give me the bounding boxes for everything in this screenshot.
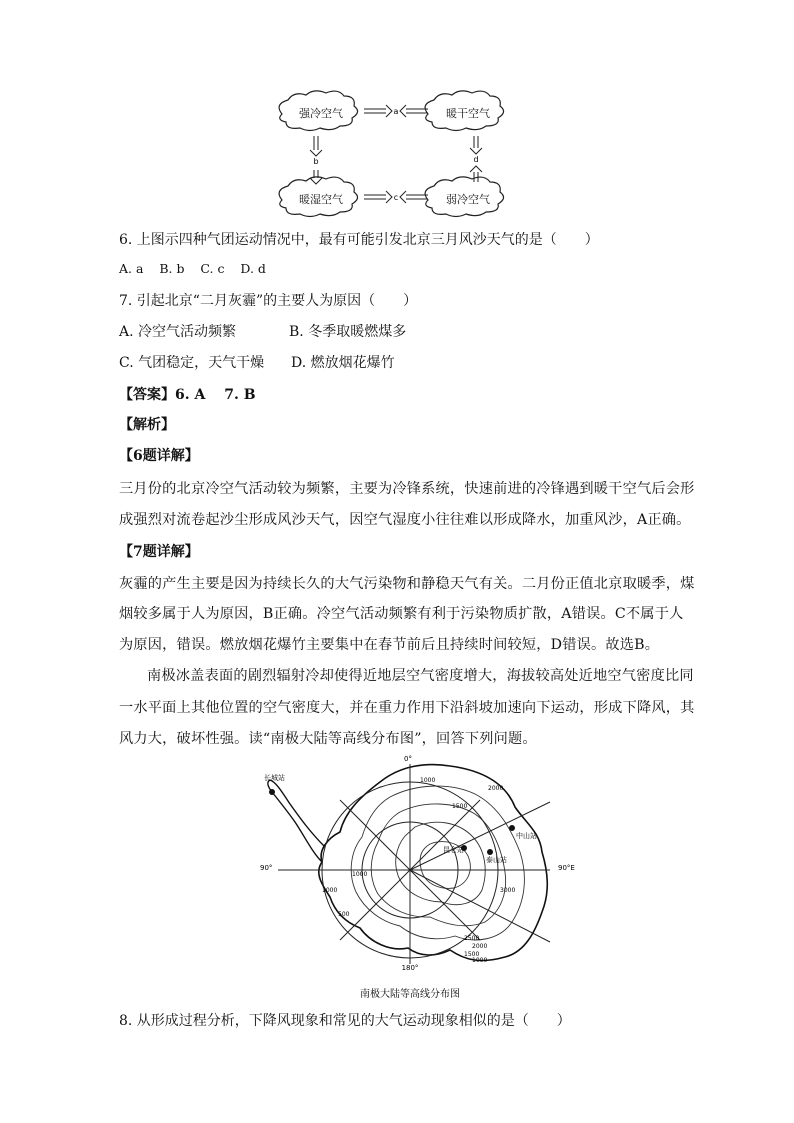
- svg-text:中山站: 中山站: [516, 832, 537, 840]
- q8-stem: 8. 从形成过程分析，下降风现象和常见的大气运动现象相似的是（ ）: [119, 1013, 571, 1029]
- station-kunlun: [443, 845, 467, 854]
- q6-option-a[interactable]: A. a: [119, 261, 144, 276]
- svg-text:昆仑站: 昆仑站: [443, 846, 464, 854]
- contour-label: 1500: [452, 803, 468, 810]
- arrow-a-label: a: [393, 107, 399, 116]
- peninsula-outline: [268, 780, 325, 862]
- lon-label-180: 180°: [401, 964, 419, 972]
- q6-detail-line-2: 成强烈对流卷起沙尘形成风沙天气，因空气湿度小往往难以形成降水，加重风沙，A正确。: [119, 512, 691, 528]
- svg-text:长城站: 长城站: [264, 774, 285, 782]
- contour-label: 1000: [322, 887, 338, 894]
- q6-option-b[interactable]: B. b: [159, 261, 185, 276]
- q6-detail-line-1: 三月份的北京冷空气活动较为频繁，主要为冷锋系统，快速前进的冷锋遇到暖干空气后会形: [119, 481, 695, 497]
- arrow-d-label: d: [473, 155, 479, 164]
- q7-detail-line-2: 烟较多属于人为原因，B正确。冷空气活动频繁有利于污染物质扩散，A错误。C不属于人: [119, 606, 684, 622]
- air-mass-diagram: [268, 92, 528, 222]
- q6-options: [119, 261, 266, 276]
- cloud-top-right: [425, 91, 503, 131]
- contour-label: 2000: [472, 943, 488, 950]
- arrow-c: [364, 191, 428, 203]
- q6-detail-label: 【6题详解】: [119, 448, 199, 464]
- node-bottom-left-label: 暖湿空气: [299, 193, 343, 206]
- passage-line-1: 南极冰盖表面的剧烈辐射冷却使得近地层空气密度增大，海拔较高处近地空气密度比同: [147, 668, 694, 684]
- q7-option-c[interactable]: C. 气团稳定，天气干燥: [119, 355, 265, 371]
- lon-label-0: 0°: [404, 755, 412, 763]
- continent-outline: [319, 765, 548, 961]
- passage-line-2: 一水平面上其他位置的空气密度大，并在重力作用下沿斜坡加速向下运动，形成下降风，其: [119, 700, 695, 716]
- contour-label: 3000: [500, 887, 516, 894]
- contour-label: 500: [338, 911, 350, 918]
- q6-option-c[interactable]: C. c: [200, 261, 225, 276]
- arrow-c-label: c: [393, 193, 399, 202]
- antarctica-contour-map: [250, 752, 575, 1004]
- node-top-right-label: 暖干空气: [446, 107, 490, 120]
- cloud-top-left: [279, 91, 357, 131]
- q6-stem: 6. 上图示四种气团运动情况中，最有可能引发北京三月风沙天气的是（ ）: [119, 232, 599, 248]
- contour-label: 2500: [464, 935, 480, 942]
- arrow-a: [364, 105, 428, 117]
- lon-label-90w: 90°: [260, 864, 273, 872]
- station-zhongshan: [509, 825, 537, 840]
- q7-options-row2: [119, 352, 395, 372]
- contour-label: 1500: [464, 951, 480, 958]
- q7-option-b[interactable]: B. 冬季取暖燃煤多: [289, 324, 407, 340]
- contour-label: 1000: [472, 957, 488, 964]
- contour-label: 1000: [420, 777, 436, 784]
- q7-option-a[interactable]: A. 冷空气活动频繁: [119, 324, 237, 340]
- q7-detail-line-1: 灰霾的产生主要是因为持续长久的大气污染物和静稳天气有关。二月份正值北京取暖季，煤: [119, 576, 695, 592]
- station-taishan: [486, 849, 507, 864]
- q7-options-row1: [119, 321, 406, 341]
- contour-label: 1000: [352, 871, 368, 878]
- cloud-bottom-left: [279, 177, 357, 217]
- lon-label-90e: 90°E: [558, 864, 575, 872]
- node-top-left-label: 强冷空气: [299, 107, 343, 120]
- q7-option-d[interactable]: D. 燃放烟花爆竹: [291, 355, 395, 371]
- arrow-b-label: b: [313, 157, 319, 166]
- map-caption: 南极大陆等高线分布图: [360, 989, 460, 1000]
- q6-option-d[interactable]: D. d: [240, 261, 266, 276]
- node-bottom-right-label: 弱冷空气: [446, 193, 490, 206]
- contour-label: 2000: [488, 785, 504, 792]
- cloud-bottom-right: [425, 177, 503, 217]
- analysis-label: 【解析】: [119, 417, 175, 433]
- svg-text:泰山站: 泰山站: [486, 856, 507, 864]
- passage-line-3: 风力大，破坏性强。读“南极大陆等高线分布图”，回答下列问题。: [119, 731, 537, 747]
- q7-detail-line-3: 为原因，错误。燃放烟花爆竹主要集中在春节前后且持续时间较短，D错误。故选B。: [119, 637, 660, 653]
- arrow-d: [470, 136, 482, 182]
- q7-detail-label: 【7题详解】: [119, 544, 199, 560]
- answer-line: 【答案】6. A 7. B: [119, 387, 256, 403]
- q7-stem: 7. 引起北京“二月灰霾”的主要人为原因（ ）: [119, 293, 418, 309]
